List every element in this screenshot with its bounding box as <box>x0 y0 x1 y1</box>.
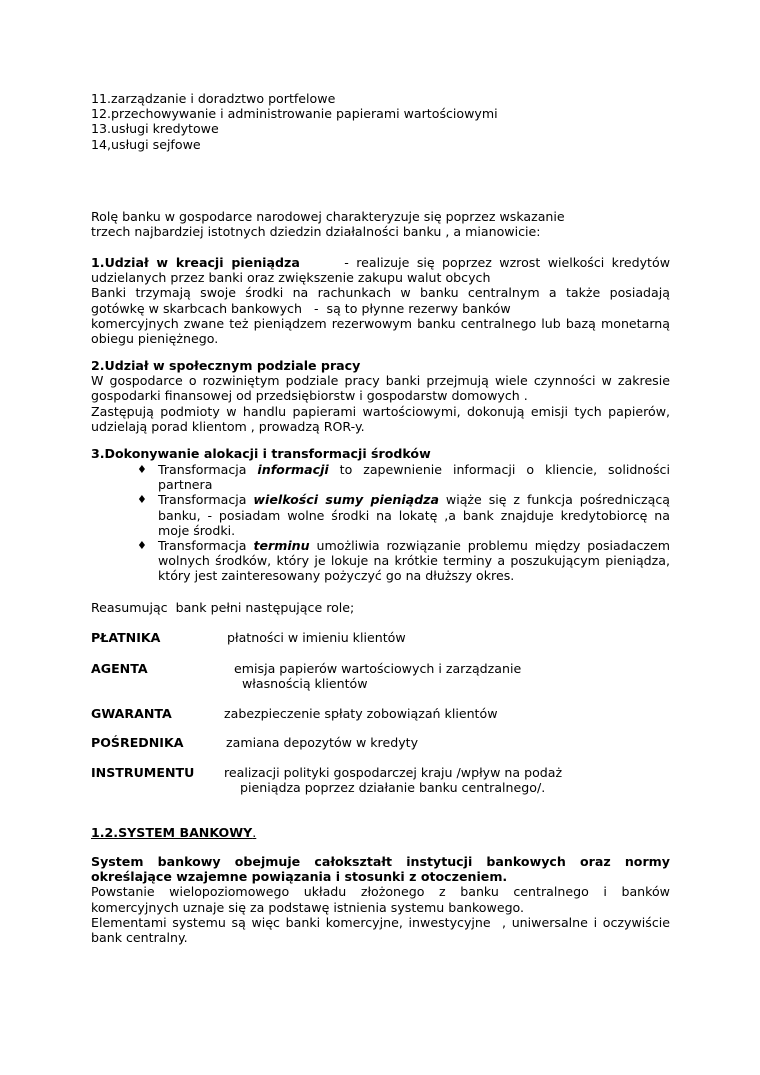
role-term: POŚREDNIKA <box>91 735 184 750</box>
section-title-text: 1.2.SYSTEM BANKOWY <box>91 825 253 840</box>
bullet-continuation: partnera <box>158 477 213 493</box>
bullet-first-line <box>158 538 670 553</box>
section-1-2-body <box>91 854 670 945</box>
list-item: 14,usługi sejfowe <box>91 136 201 152</box>
paragraph-line: Reasumując bank pełni następujące role; <box>91 600 355 615</box>
paragraph-line: bank centralny. <box>91 930 188 946</box>
role-term: INSTRUMENTU <box>91 765 195 780</box>
paragraph-line: W gospodarce o rozwiniętym podziale pracy banki przejmują wiele czynności w zakresie <box>91 373 670 389</box>
paragraph-line: Elementami systemu są więc banki komercyjne, inwestycyjne , uniwersalne i oczywiście <box>91 914 670 930</box>
paragraph-line: Banki trzymają swoje środki na rachunkach w banku centralnym a także posiadają <box>91 285 670 301</box>
section-1-line1-rest: - realizuje się poprzez wzrost wielkości kredytów <box>344 255 671 270</box>
bullet-item <box>137 492 670 538</box>
diamond-bullet-icon: ♦ <box>137 493 147 507</box>
role-description: własnością klientów <box>234 676 368 691</box>
section-3 <box>91 446 670 461</box>
paragraph-line: trzech najbardziej istotnych dziedzin działalności banku , a mianowicie: <box>91 224 541 240</box>
section-1-number: 1. <box>91 255 105 270</box>
bullet-item <box>137 538 670 584</box>
bullet-continuation: moje środki. <box>158 522 236 538</box>
bullet-emphasis: informacji <box>257 462 329 477</box>
bullet-continuation: banku, - posiadam wolne środki na lokatę ,a bank znajduje kredytobiorcę na <box>158 507 670 523</box>
diamond-bullet-icon: ♦ <box>137 463 147 476</box>
bullet-text: to zapewnienie informacji o kliencie, solidności <box>328 462 670 477</box>
bullet-continuation: który jest zainteresowany pożyczyć go na dłuższy okres. <box>158 568 515 584</box>
section-1-2-title <box>91 825 670 840</box>
roles-intro <box>91 600 670 615</box>
role-description: zabezpieczenie spłaty zobowiązań klientów <box>224 706 498 721</box>
paragraph-line: komercyjnych zwane też pieniądzem rezerwowym banku centralnego lub bazą monetarną <box>91 315 670 331</box>
bullet-emphasis: terminu <box>253 538 310 554</box>
role-description: pieniądza poprzez działanie banku centralnego/. <box>224 780 546 795</box>
bullet-text: umożliwia rozwiązanie problemu między posiadaczem <box>309 538 670 554</box>
paragraph-line: gotówkę w skarbcach bankowych - są to płynne rezerwy banków <box>91 300 511 316</box>
list-item: 12.przechowywanie i administrowanie papierami wartościowymi <box>91 106 498 122</box>
bold-paragraph-line: określające wzajemne powiązania i stosunki z otoczeniem. <box>91 869 508 885</box>
bullet-first-line <box>158 462 670 477</box>
paragraph-line: komercyjnych uznaje się za podstawę istnienia systemu bankowego. <box>91 899 525 915</box>
section-1-first-line <box>91 255 670 270</box>
list-item: 13.usługi kredytowe <box>91 121 219 137</box>
paragraph-line: udzielanych przez banki oraz zwiększenie zakupu walut obcych <box>91 270 491 286</box>
bullet-text: wiąże się z funkcja pośredniczącą <box>438 492 670 508</box>
paragraph-line: Powstanie wielopoziomowego układu złożonego z banku centralnego i banków <box>91 884 670 900</box>
role-term: GWARANTA <box>91 706 172 721</box>
role-description: emisja papierów wartościowych i zarządzanie <box>234 661 522 676</box>
bold-paragraph-line: System bankowy obejmuje całokształt instytucji bankowych oraz normy <box>91 854 670 869</box>
diamond-bullet-icon: ♦ <box>137 539 147 553</box>
bullet-first-line <box>158 492 670 507</box>
services-list <box>91 91 670 152</box>
paragraph-line: gospodarki finansowej od przedsiębiorstw i gospodarstw domowych . <box>91 388 528 404</box>
paragraph-line: Rolę banku w gospodarce narodowej charakteryzuje się poprzez wskazanie <box>91 209 565 224</box>
list-item: 11.zarządzanie i doradztwo portfelowe <box>91 91 336 106</box>
paragraph-line: Zastępują podmioty w handlu papierami wartościowymi, dokonują emisji tych papierów, <box>91 403 670 419</box>
role-term: AGENTA <box>91 661 148 676</box>
section-1-heading: Udział w kreacji pieniądza <box>104 255 300 270</box>
paragraph-line: obiegu pieniężnego. <box>91 331 219 347</box>
bullet-emphasis: wielkości sumy pieniądza <box>253 492 439 508</box>
section-title-dot: . <box>252 825 257 840</box>
section-1-2-title-block <box>91 825 670 840</box>
intro-paragraph <box>91 209 670 239</box>
section-2-heading: 2.Udział w społecznym podziale pracy <box>91 358 361 373</box>
transformation-bullets <box>137 462 670 584</box>
bullet-text: Transformacja <box>158 538 254 554</box>
role-term: PŁATNIKA <box>91 630 161 645</box>
role-description: zamiana depozytów w kredyty <box>226 735 419 750</box>
bullet-text: Transformacja <box>158 462 258 477</box>
paragraph-line: udzielają porad klientom , prowadzą ROR-y. <box>91 418 365 434</box>
section-2 <box>91 358 670 434</box>
bullet-continuation: wolnych środków, który je lokuje na krótkie terminy a poszukującym pieniądza, <box>158 553 670 569</box>
bullet-text: Transformacja <box>158 492 254 508</box>
section-1 <box>91 255 670 346</box>
section-3-heading: 3.Dokonywanie alokacji i transformacji środków <box>91 446 431 461</box>
bullet-item <box>137 462 670 492</box>
role-description: płatności w imieniu klientów <box>227 630 406 645</box>
role-description: realizacji polityki gospodarczej kraju /wpływ na podaż <box>224 765 563 780</box>
